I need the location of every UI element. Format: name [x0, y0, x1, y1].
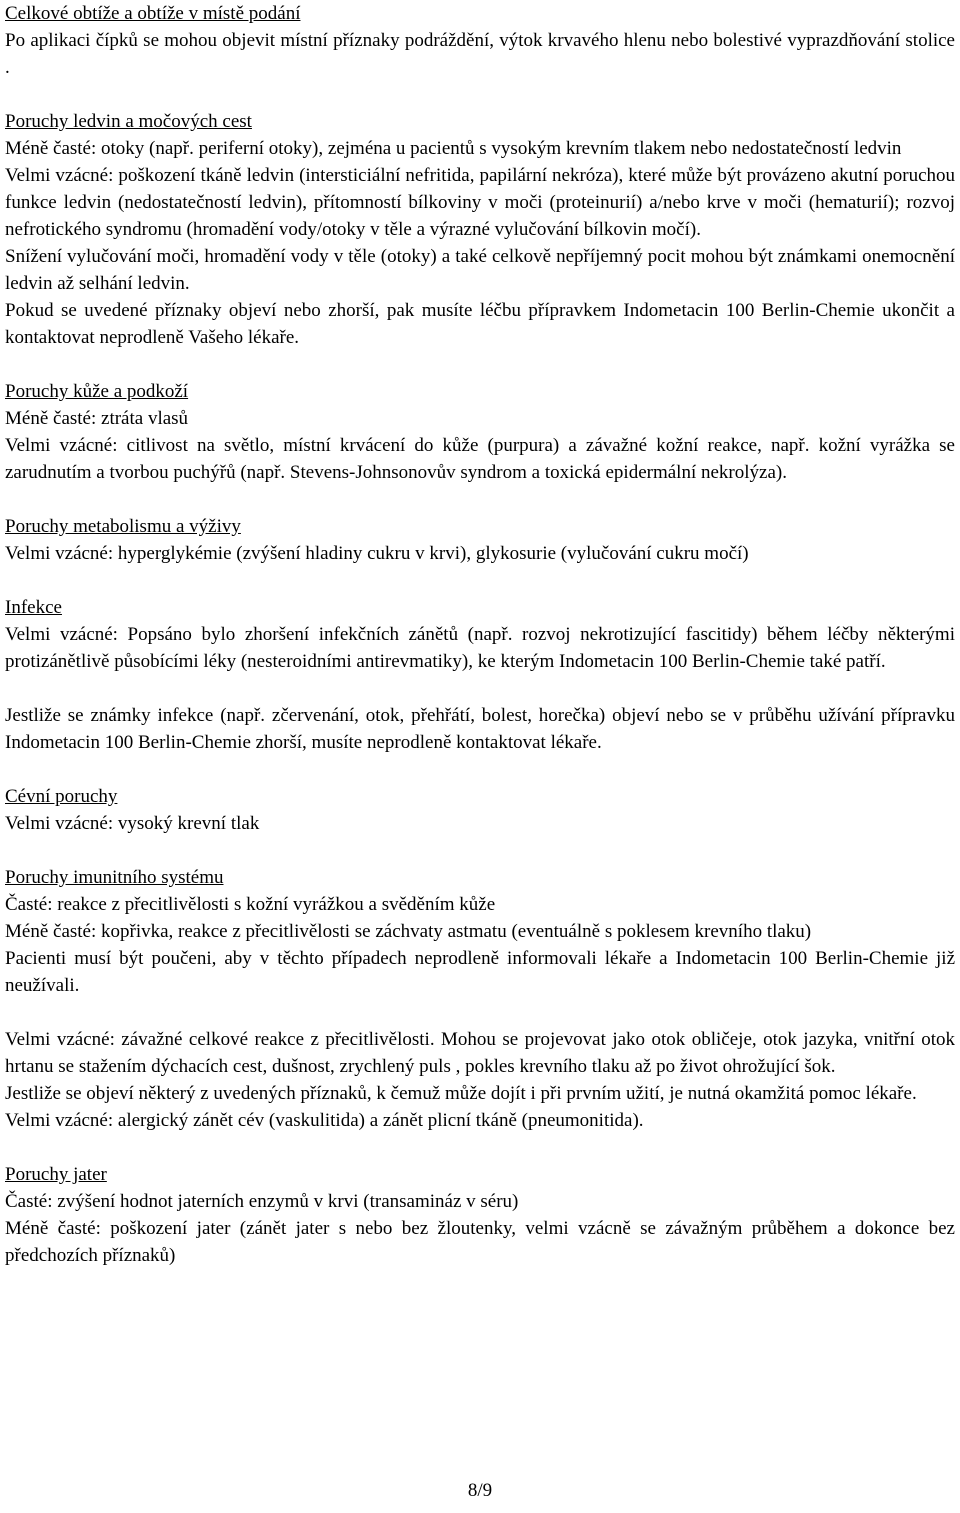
section-heading: Poruchy jater [5, 1164, 107, 1185]
paragraph: Méně časté: ztráta vlasů [5, 408, 189, 429]
section-metabolism-disorders [5, 513, 955, 567]
section-general-disorders [5, 0, 955, 81]
paragraph: Méně časté: kopřivka, reakce z přecitlivělosti se záchvaty astmatu (eventuálně s poklesem krevního tlaku) [5, 921, 812, 942]
paragraph: Velmi vzácné: poškození tkáně ledvin (intersticiální nefritida, papilární nekróza), které může být provázeno akutní poruchou funkce ledvin (nedostatečností ledvin), přítomností bílkoviny v moči (proteinurií) a/nebo krve v moči (hematurií); rozvoj nefrotického syndromu (hromadění vody/otoky v těle a výrazné vylučování bílkovin močí). [5, 165, 955, 240]
paragraph: Časté: reakce z přecitlivělosti s kožní vyrážkou a svěděním kůže [5, 894, 496, 915]
paragraph: Velmi vzácné: Popsáno bylo zhoršení infekčních zánětů (např. rozvoj nekrotizující fascitidy) během léčby některými protizánětlivě působícími léky (nesteroidními antirevmatiky), ke kterým Indometacin 100 Berlin-Chemie také patří. [5, 624, 955, 672]
paragraph: Méně časté: poškození jater (zánět jater s nebo bez žloutenky, velmi vzácně se závažným průběhem a dokonce bez předchozích příznaků) [5, 1218, 955, 1266]
paragraph: Velmi vzácné: citlivost na světlo, místní krvácení do kůže (purpura) a závažné kožní reakce, např. kožní vyrážka se zarudnutím a tvorbou puchýřů (např. Stevens-Johnsonovův syndrom a toxická epidermální nekrolýza). [5, 435, 955, 483]
document-page [5, 0, 955, 1269]
paragraph: Velmi vzácné: vysoký krevní tlak [5, 813, 260, 834]
paragraph: Velmi vzácné: alergický zánět cév (vaskulitida) a zánět plicní tkáně (pneumonitida). [5, 1110, 644, 1131]
section-heading: Poruchy imunitního systému [5, 867, 224, 888]
paragraph: Jestliže se známky infekce (např. zčervenání, otok, přehřátí, bolest, horečka) objeví nebo se v průběhu užívání přípravku Indometacin 100 Berlin-Chemie zhorší, musíte neprodleně kontaktovat lékaře. [5, 705, 955, 753]
section-skin-disorders [5, 378, 955, 486]
paragraph: Jestliže se objeví některý z uvedených příznaků, k čemuž může dojít i při prvním užití, je nutná okamžitá pomoc lékaře. [5, 1083, 917, 1104]
paragraph: Pokud se uvedené příznaky objeví nebo zhorší, pak musíte léčbu přípravkem Indometacin 100 Berlin-Chemie ukončit a kontaktovat neprodleně Vašeho lékaře. [5, 300, 955, 348]
paragraph: Časté: zvýšení hodnot jaterních enzymů v krvi (transamináz v séru) [5, 1191, 519, 1212]
section-heading: Poruchy kůže a podkoží [5, 381, 189, 402]
section-kidney-disorders [5, 108, 955, 351]
paragraph: Velmi vzácné: hyperglykémie (zvýšení hladiny cukru v krvi), glykosurie (vylučování cukru močí) [5, 543, 749, 564]
section-heading: Celkové obtíže a obtíže v místě podání [5, 3, 301, 24]
section-infections [5, 594, 955, 756]
section-liver-disorders [5, 1161, 955, 1269]
section-immune-disorders [5, 864, 955, 1134]
paragraph: Velmi vzácné: závažné celkové reakce z přecitlivělosti. Mohou se projevovat jako otok obličeje, otok jazyka, vnitřní otok hrtanu se stažením dýchacích cest, dušnost, zrychlený puls , pokles krevního tlaku až po život ohrožující šok. [5, 1029, 955, 1077]
section-vascular-disorders [5, 783, 955, 837]
section-heading: Cévní poruchy [5, 786, 118, 807]
page-number: 8/9 [467, 1480, 493, 1501]
paragraph: Po aplikaci čípků se mohou objevit místní příznaky podráždění, výtok krvavého hlenu nebo bolestivé vyprazdňování stolice . [5, 30, 955, 78]
section-heading: Poruchy metabolismu a výživy [5, 516, 241, 537]
section-heading: Poruchy ledvin a močových cest [5, 111, 252, 132]
section-heading: Infekce [5, 597, 62, 618]
paragraph: Méně časté: otoky (např. periferní otoky), zejména u pacientů s vysokým krevním tlakem nebo nedostatečností ledvin [5, 138, 902, 159]
paragraph: Snížení vylučování moči, hromadění vody v těle (otoky) a také celkově nepříjemný pocit mohou být známkami onemocnění ledvin až selhání ledvin. [5, 246, 955, 294]
paragraph: Pacienti musí být poučeni, aby v těchto případech neprodleně informovali lékaře a Indometacin 100 Berlin-Chemie již neužívali. [5, 948, 955, 996]
